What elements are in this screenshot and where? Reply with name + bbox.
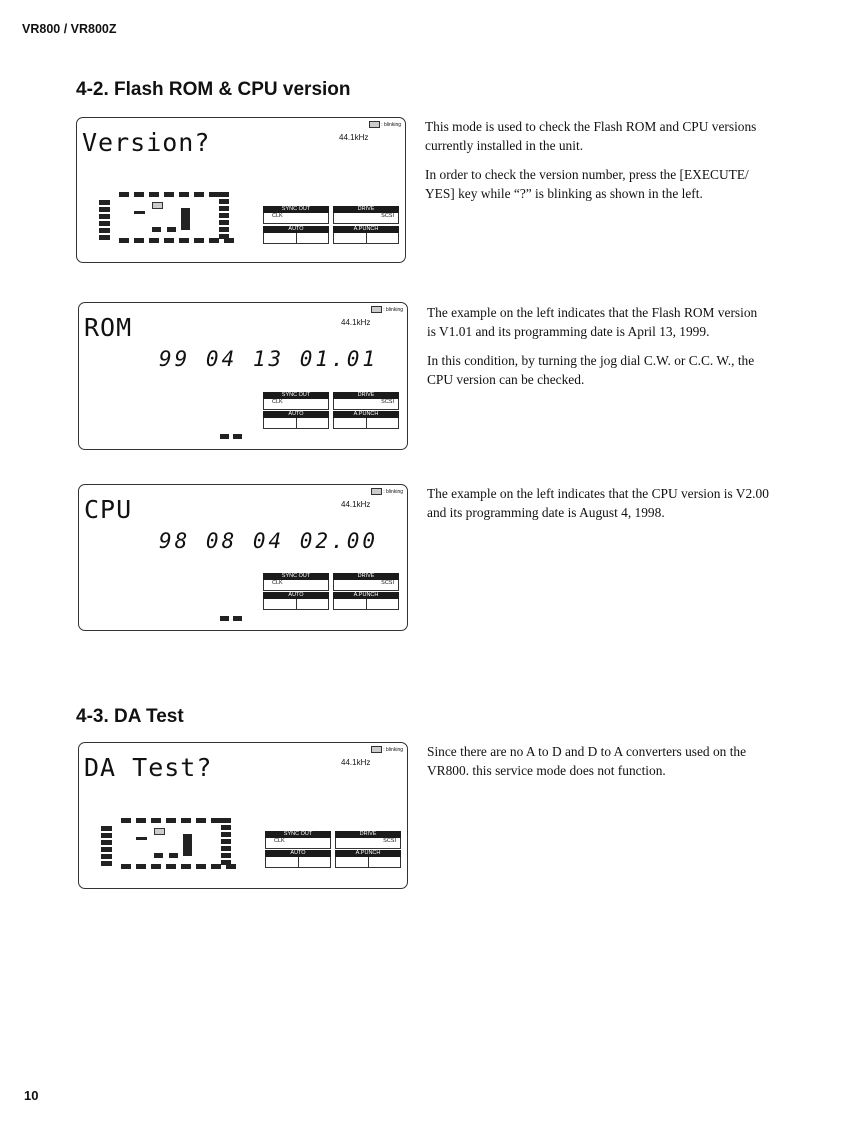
meter-segment xyxy=(181,864,191,869)
version-digits: 98 08 04 02.00 xyxy=(159,529,379,553)
sync-out-label: SYNC OUT xyxy=(263,573,329,580)
apunch-label: A.PUNCH xyxy=(335,850,401,857)
apunch-indicator xyxy=(333,226,399,245)
meter-segment xyxy=(181,818,191,823)
text-block-1 xyxy=(425,117,767,213)
blinking-label: : blinking xyxy=(381,121,401,128)
meter-segment xyxy=(101,826,112,831)
meter-segment xyxy=(219,220,229,225)
meter-segment xyxy=(119,238,129,243)
meter-segment xyxy=(221,839,231,844)
paragraph: Since there are no A to D and D to A converters used on the VR800. this service mode does not function. xyxy=(427,744,747,778)
sync-out-indicator xyxy=(263,392,329,411)
sample-rate: 44.1kHz xyxy=(341,318,371,327)
clk-label: CLK xyxy=(272,399,283,405)
blinking-legend xyxy=(371,488,403,495)
meter-segment xyxy=(99,200,110,205)
auto-indicator xyxy=(263,226,329,245)
lcd-display-rom xyxy=(78,302,408,450)
drive-indicator xyxy=(335,831,401,850)
sample-rate: 44.1kHz xyxy=(341,758,371,767)
meter-segment xyxy=(221,860,231,865)
sync-out-label: SYNC OUT xyxy=(265,831,331,838)
meter-segment xyxy=(121,818,131,823)
meter-segment xyxy=(166,818,176,823)
meter-segment xyxy=(121,864,131,869)
meter-segment xyxy=(219,192,229,197)
drive-label: DRIVE xyxy=(333,206,399,213)
blinking-legend xyxy=(371,746,403,753)
blinking-label: : blinking xyxy=(383,488,403,495)
meter-segment xyxy=(164,192,174,197)
page-header: VR800 / VR800Z xyxy=(22,22,117,36)
apunch-label: A.PUNCH xyxy=(333,592,399,599)
meter-segment xyxy=(151,864,161,869)
scsi-label: SCSI xyxy=(381,399,394,405)
clk-label: CLK xyxy=(272,213,283,219)
meter-segment xyxy=(181,208,190,230)
meter-segment xyxy=(211,818,221,823)
meter-segment xyxy=(179,238,189,243)
meter-segment xyxy=(164,238,174,243)
auto-label: AUTO xyxy=(263,411,329,418)
meter-segment xyxy=(134,238,144,243)
meter-segment xyxy=(167,227,176,232)
meter-segment xyxy=(99,228,110,233)
lcd-title: DA Test? xyxy=(84,753,213,782)
meter-segment xyxy=(151,818,161,823)
blinking-swatch-icon xyxy=(371,306,382,313)
level-meter-icon xyxy=(99,192,229,246)
blinking-legend xyxy=(369,121,401,128)
meter-segment xyxy=(101,854,112,859)
meter-segment xyxy=(179,192,189,197)
drive-label: DRIVE xyxy=(335,831,401,838)
apunch-label: A.PUNCH xyxy=(333,226,399,233)
meter-segment xyxy=(149,192,159,197)
auto-indicator xyxy=(263,592,329,611)
sample-rate: 44.1kHz xyxy=(339,133,369,142)
meter-segment xyxy=(99,214,110,219)
meter-segment xyxy=(194,238,204,243)
version-digits: 99 04 13 01.01 xyxy=(159,347,379,371)
meter-segment xyxy=(152,202,163,209)
meter-segment xyxy=(221,853,231,858)
meter-segment xyxy=(219,199,229,204)
sample-rate: 44.1kHz xyxy=(341,500,371,509)
apunch-indicator xyxy=(335,850,401,869)
text-block-2 xyxy=(427,303,769,399)
meter-segment xyxy=(101,847,112,852)
lcd-display-cpu xyxy=(78,484,408,631)
paragraph: In this condition, by turning the jog dial C.W. or C.C. W., the CPU version can be checked. xyxy=(427,353,755,387)
apunch-indicator xyxy=(333,411,399,430)
lcd-title: CPU xyxy=(84,495,133,524)
meter-segment xyxy=(211,864,221,869)
meter-segment xyxy=(99,235,110,240)
drive-label: DRIVE xyxy=(333,573,399,580)
meter-segment xyxy=(136,818,146,823)
auto-indicator xyxy=(263,411,329,430)
auto-indicator xyxy=(265,850,331,869)
meter-segment xyxy=(99,221,110,226)
blinking-label: : blinking xyxy=(383,306,403,313)
meter-segment xyxy=(196,818,206,823)
scsi-label: SCSI xyxy=(383,838,396,844)
meter-segment xyxy=(196,864,206,869)
scsi-label: SCSI xyxy=(381,213,394,219)
lcd-title: Version? xyxy=(82,128,211,157)
meter-segment xyxy=(209,238,219,243)
auto-label: AUTO xyxy=(263,226,329,233)
blinking-swatch-icon xyxy=(371,746,382,753)
meter-segment xyxy=(194,192,204,197)
meter-segment xyxy=(101,833,112,838)
meter-segment xyxy=(221,818,231,823)
meter-segment xyxy=(221,832,231,837)
meter-segment xyxy=(136,837,147,840)
clk-label: CLK xyxy=(272,580,283,586)
lcd-display-da-test xyxy=(78,742,408,889)
lcd-title: ROM xyxy=(84,313,133,342)
level-dots-icon xyxy=(220,616,242,621)
meter-segment xyxy=(219,213,229,218)
meter-segment xyxy=(99,207,110,212)
apunch-indicator xyxy=(333,592,399,611)
auto-label: AUTO xyxy=(263,592,329,599)
scsi-label: SCSI xyxy=(381,580,394,586)
sync-out-indicator xyxy=(265,831,331,850)
paragraph: In order to check the version number, press the [EXECUTE/ YES] key while “?” is blinking as shown in the left. xyxy=(425,167,749,201)
meter-segment xyxy=(219,206,229,211)
meter-segment xyxy=(152,227,161,232)
drive-indicator xyxy=(333,206,399,225)
paragraph: The example on the left indicates that the Flash ROM version is V1.01 and its programming date is April 13, 1999. xyxy=(427,305,758,339)
lcd-display-version xyxy=(76,117,406,263)
meter-segment xyxy=(209,192,219,197)
meter-segment xyxy=(221,846,231,851)
meter-segment xyxy=(219,234,229,239)
text-block-3 xyxy=(427,484,769,532)
blinking-label: : blinking xyxy=(383,746,403,753)
meter-segment xyxy=(134,211,145,214)
section-heading-da-test: 4-3. DA Test xyxy=(76,706,184,727)
paragraph: This mode is used to check the Flash ROM and CPU versions currently installed in the unit. xyxy=(425,119,757,153)
meter-segment xyxy=(166,864,176,869)
drive-label: DRIVE xyxy=(333,392,399,399)
meter-segment xyxy=(119,192,129,197)
meter-segment xyxy=(134,192,144,197)
text-block-4 xyxy=(427,742,769,790)
page-number: 10 xyxy=(24,1088,39,1103)
apunch-label: A.PUNCH xyxy=(333,411,399,418)
blinking-swatch-icon xyxy=(369,121,380,128)
sync-out-indicator xyxy=(263,573,329,592)
auto-label: AUTO xyxy=(265,850,331,857)
meter-segment xyxy=(149,238,159,243)
meter-segment xyxy=(154,853,163,858)
blinking-swatch-icon xyxy=(371,488,382,495)
blinking-legend xyxy=(371,306,403,313)
meter-segment xyxy=(183,834,192,856)
drive-indicator xyxy=(333,573,399,592)
level-dots-icon xyxy=(220,434,242,439)
meter-segment xyxy=(136,864,146,869)
clk-label: CLK xyxy=(274,838,285,844)
sync-out-label: SYNC OUT xyxy=(263,206,329,213)
sync-out-label: SYNC OUT xyxy=(263,392,329,399)
meter-segment xyxy=(169,853,178,858)
meter-segment xyxy=(221,825,231,830)
section-heading-flash-rom: 4-2. Flash ROM & CPU version xyxy=(76,79,351,100)
meter-segment xyxy=(101,861,112,866)
paragraph: The example on the left indicates that the CPU version is V2.00 and its programming date is August 4, 1998. xyxy=(427,486,769,520)
sync-out-indicator xyxy=(263,206,329,225)
meter-segment xyxy=(219,227,229,232)
level-meter-icon xyxy=(101,818,231,872)
meter-segment xyxy=(154,828,165,835)
meter-segment xyxy=(101,840,112,845)
drive-indicator xyxy=(333,392,399,411)
